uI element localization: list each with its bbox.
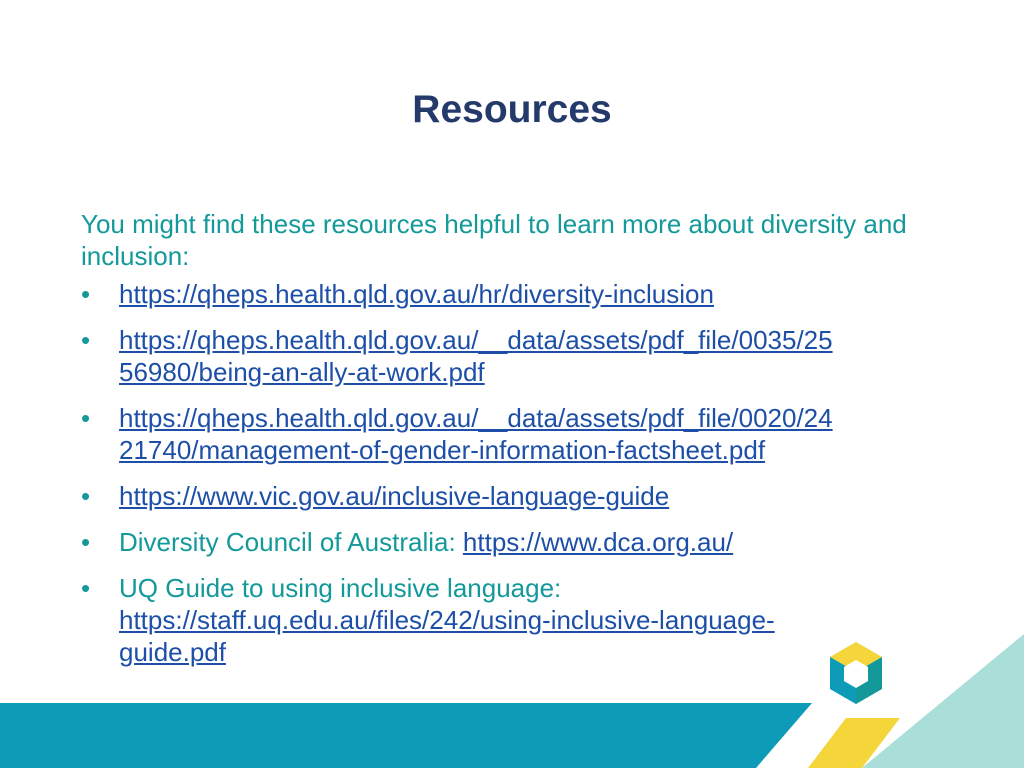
teal-band [0,703,812,768]
link-line: 56980/being-an-ally-at-work.pdf [119,357,485,387]
slide-body [81,208,951,682]
slide-title: Resources [412,88,612,131]
link-dca[interactable]: https://www.dca.org.au/ [462,527,734,557]
link-line: guide.pdf [119,637,226,667]
link-line: 21740/management-of-gender-information-factsheet.pdf [119,435,766,465]
yellow-stripe [808,718,900,768]
list-item [81,526,951,558]
list-item [81,324,951,388]
link-line: https://staff.uq.edu.au/files/242/using-inclusive-language- [119,605,775,635]
link-ally-at-work-pdf[interactable] [119,324,951,388]
bullet-icon: • [81,481,91,511]
bullet-icon: • [81,325,91,355]
bullet-icon: • [81,279,91,309]
list-item [81,402,951,466]
link-vic-language-guide[interactable]: https://www.vic.gov.au/inclusive-language-guide [119,481,670,511]
intro-text: You might find these resources helpful to learn more about diversity and inclusion: [81,209,907,271]
bullet-icon: • [81,403,91,433]
link-line: https://qheps.health.qld.gov.au/__data/assets/pdf_file/0035/25 [119,325,833,355]
bullet-icon: • [81,573,91,603]
resource-list [81,278,951,668]
list-item [81,572,951,668]
list-item [81,480,951,512]
item-prefix: UQ Guide to using inclusive language: [119,573,562,603]
hexagon-logo-icon [826,640,886,706]
link-line: https://qheps.health.qld.gov.au/__data/assets/pdf_file/0020/24 [119,403,833,433]
bullet-icon: • [81,527,91,557]
item-prefix: Diversity Council of Australia: [119,527,463,557]
link-gender-factsheet-pdf[interactable] [119,402,951,466]
list-item [81,278,951,310]
link-qheps-diversity[interactable]: https://qheps.health.qld.gov.au/hr/diversity-inclusion [119,279,714,309]
